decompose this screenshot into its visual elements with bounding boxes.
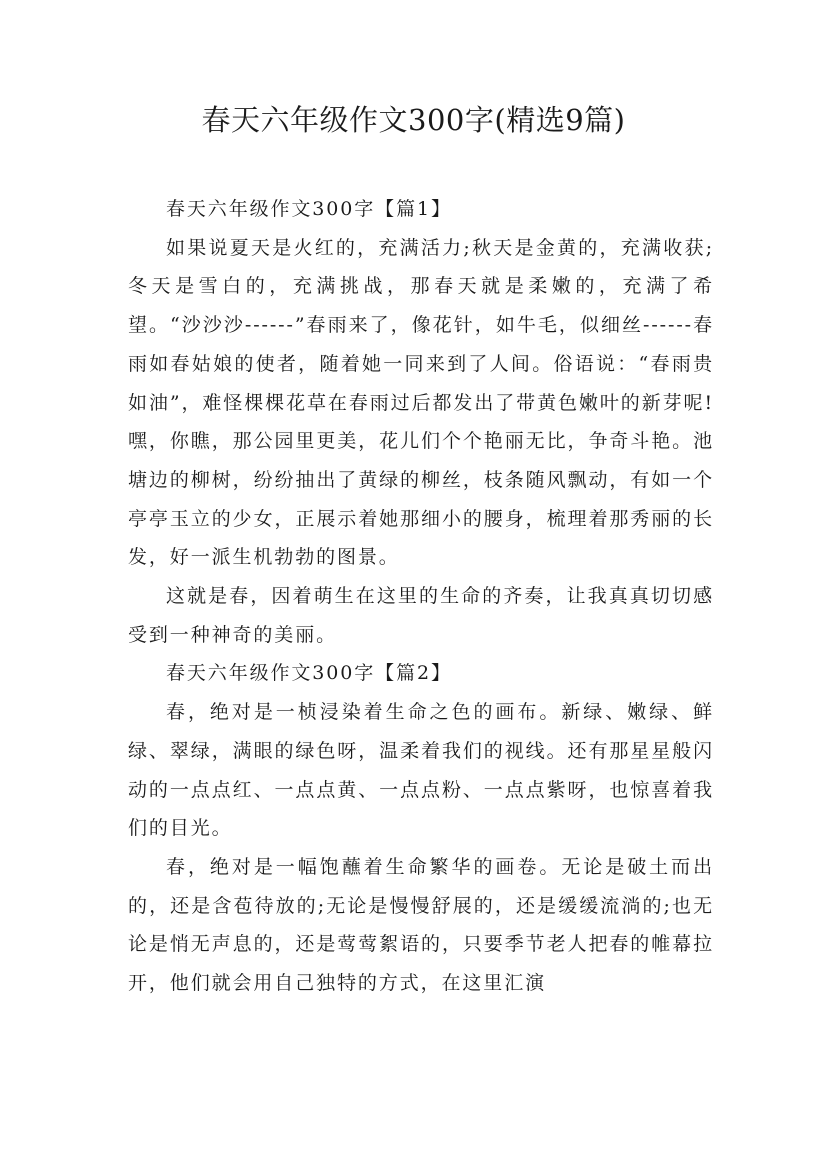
paragraph: 春，绝对是一桢浸染着生命之色的画布。新绿、嫩绿、鲜绿、翠绿，满眼的绿色呀，温柔着我们的视线。还有那星星般闪动的一点点红、一点点黄、一点点粉、一点点紫呀，也惊喜着我们的目光。 bbox=[128, 701, 714, 840]
section-heading-1: 春天六年级作文300字【篇1】 bbox=[166, 198, 452, 220]
paragraph: 春，绝对是一幅饱蘸着生命繁华的画卷。无论是破土而出的，还是含苞待放的;无论是慢慢舒展的，还是缓缓流淌的;也无论是悄无声息的，还是莺莺絮语的，只要季节老人把春的帷幕拉开，他们就会用自己独特的方式，在这里汇演 bbox=[128, 855, 714, 995]
document-title: 春天六年级作文300字(精选9篇) bbox=[201, 103, 626, 137]
section-heading-2: 春天六年级作文300字【篇2】 bbox=[166, 662, 452, 685]
paragraph: 这就是春，因着萌生在这里的生命的齐奏，让我真真切切感受到一种神奇的美丽。 bbox=[128, 585, 714, 646]
paragraph: 如果说夏天是火红的，充满活力;秋天是金黄的，充满收获;冬天是雪白的，充满挑战，那春天就是柔嫩的，充满了希望。“沙沙沙------”春雨来了，像花针，如牛毛，似细丝------春雨如春姑娘的使者，随着她一同来到了人间。俗语说：“春雨贵如油”，难怪棵棵花草在春雨过后都发出了带黄色嫩叶的新芽呢!嘿，你瞧，那公园里更美，花儿们个个艳丽无比，争奇斗艳。池塘边的柳树，纷纷抽出了黄绿的柳丝，枝条随风飘动，有如一个亭亭玉立的少女，正展示着她那细小的腰身，梳理着那秀丽的长发，好一派生机勃勃的图景。 bbox=[128, 236, 714, 569]
document-body bbox=[128, 190, 714, 1003]
